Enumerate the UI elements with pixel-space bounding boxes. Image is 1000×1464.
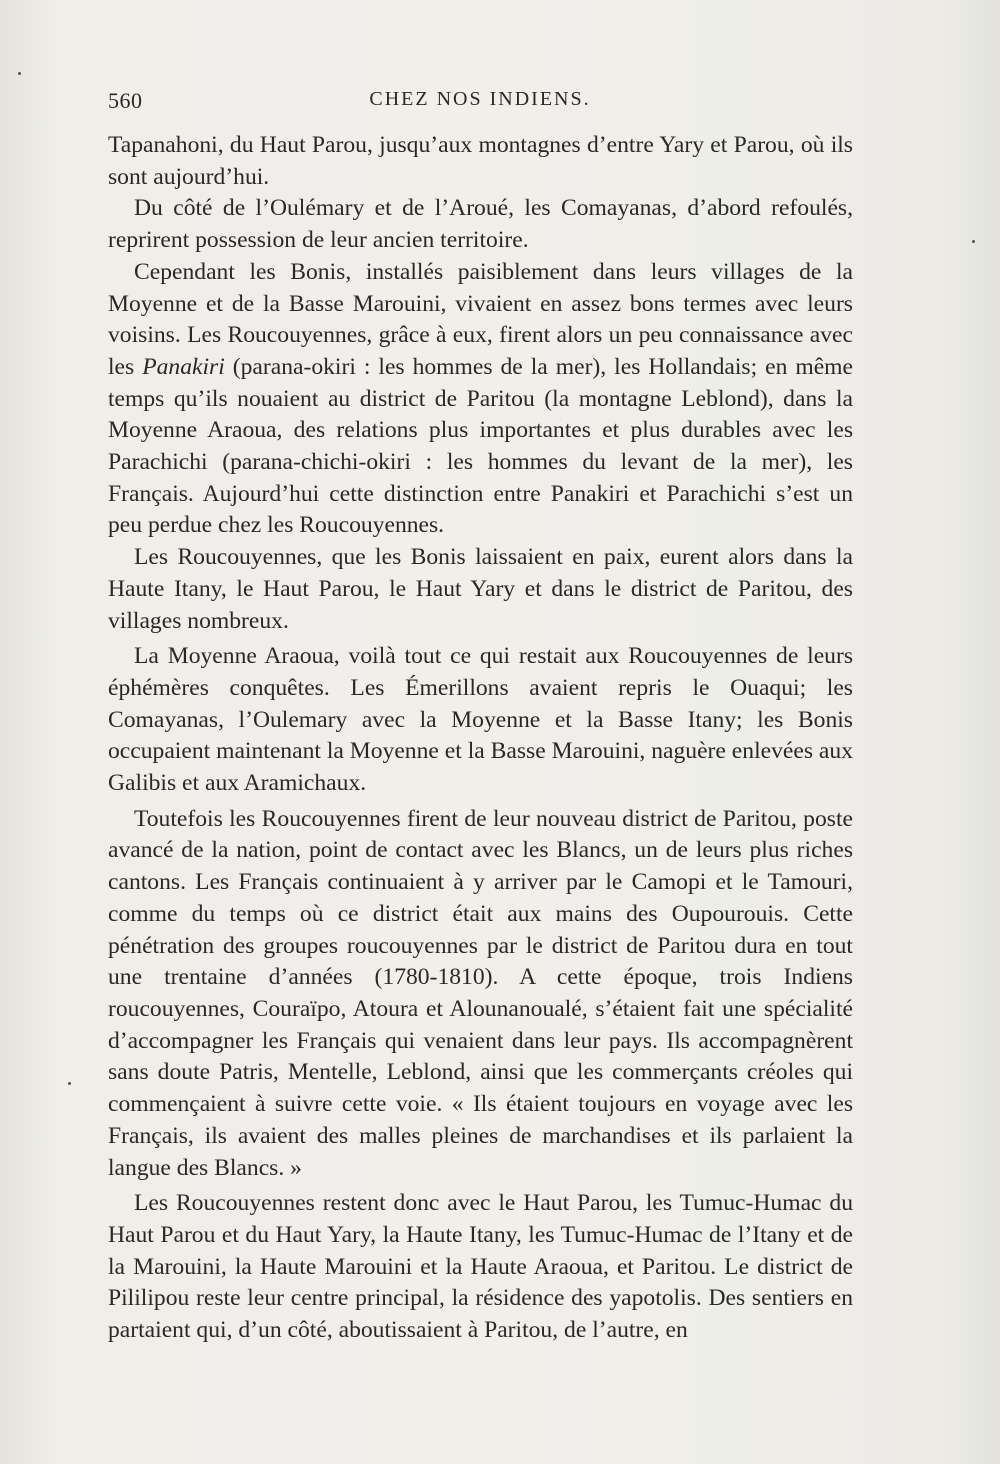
paragraph-7-text: Les Roucouyennes restent donc avec le Haut Parou, les Tumuc-Humac du Haut Parou et du Haut Yary, la Haute Itany, les Tumuc-Humac de l’Itany et de la Marouini, la Haute Marouini et la Haute Araoua, et Paritou. Le district de Pililipou reste leur centre principal, la résidence des yapotolis. Des sentiers en partaient qui, d’un côté, aboutissaient à Paritou, de l’autre, en: [108, 1190, 853, 1344]
running-head: [108, 88, 852, 118]
paragraph-7: [108, 1188, 853, 1347]
page-number: 560: [108, 88, 143, 113]
paragraph-5-text: La Moyenne Araoua, voilà tout ce qui restait aux Roucouyennes de leurs éphémères conquêtes. Les Émerillons avaient repris le Ouaqui; les Comayanas, l’Oulemary avec la Moyenne et la Basse Itany; les Bonis occupaient maintenant la Moyenne et la Basse Marouini, naguère enlevées aux Galibis et aux Aramichaux.: [108, 643, 853, 797]
term-panakiri: Panakiri: [142, 353, 225, 380]
paragraph-2: [108, 193, 853, 256]
paragraph-4-text: Les Roucouyennes, que les Bonis laissaient en paix, eurent alors dans la Haute Itany, le Haut Parou, le Haut Yary et dans le district de Paritou, des villages nombreux.: [108, 544, 853, 634]
paragraph-6: [108, 804, 853, 1184]
paragraph-1-text: Tapanahoni, du Haut Parou, jusqu’aux montagnes d’entre Yary et Parou, où ils sont aujourd’hui.: [108, 132, 853, 190]
scan-speck: [972, 240, 975, 243]
paragraph-6-text: Toutefois les Roucouyennes firent de leur nouveau district de Paritou, poste avancé de la nation, point de contact avec les Blancs, un de leurs plus riches cantons. Les Français continuaient à y arriver par le Camopi et le Tamouri, comme du temps où ce district était aux mains des Oupourouis. Cette pénétration des groupes roucouyennes par le district de Paritou dura en tout une trentaine d’années (1780-1810). A cette époque, trois Indiens roucouyennes, Couraïpo, Atoura et Alounanoualé, s’étaient fait une spécialité d’accompagner les Français qui venaient dans leur pays. Ils accompagnèrent sans doute Patris, Mentelle, Leblond, ainsi que les commerçants créoles qui commençaient à suivre cette voie. « Ils étaient toujours en voyage avec les Français, ils avaient des malles pleines de marchandises et ils parlaient la langue des Blancs. »: [108, 805, 853, 1181]
paragraph-1: [108, 130, 853, 193]
paragraph-5: [108, 641, 853, 800]
scan-speck: [68, 1082, 71, 1085]
paragraph-3-text-b: (parana-okiri : les hommes de la mer), les Hollandais; en même temps qu’ils nouaient au district de Paritou (la montagne Leblond), dans la Moyenne Araoua, des relations plus importantes et plus durables avec les Parachichi (parana-chichi-okiri : les hommes du levant de la mer), les Français. Aujourd’hui cette distinction entre Panakiri et Parachichi s’est un peu perdue chez les Roucouyennes.: [108, 353, 853, 539]
body-text: [108, 130, 853, 1347]
paragraph-3: [108, 257, 853, 542]
paragraph-3-text-a: Cependant les Bonis, installés paisiblement dans leurs villages de la Moyenne et de la Basse Marouini, vivaient en assez bons termes avec leurs voisins. Les Roucouyennes, grâce à eux, firent alors un peu connaissance avec les: [108, 258, 853, 380]
scan-speck: [18, 72, 21, 75]
running-title: CHEZ NOS INDIENS.: [369, 88, 591, 110]
paragraph-2-text: Du côté de l’Oulémary et de l’Aroué, les Comayanas, d’abord refoulés, reprirent possession de leur ancien territoire.: [108, 195, 853, 254]
paragraph-4: [108, 542, 853, 637]
